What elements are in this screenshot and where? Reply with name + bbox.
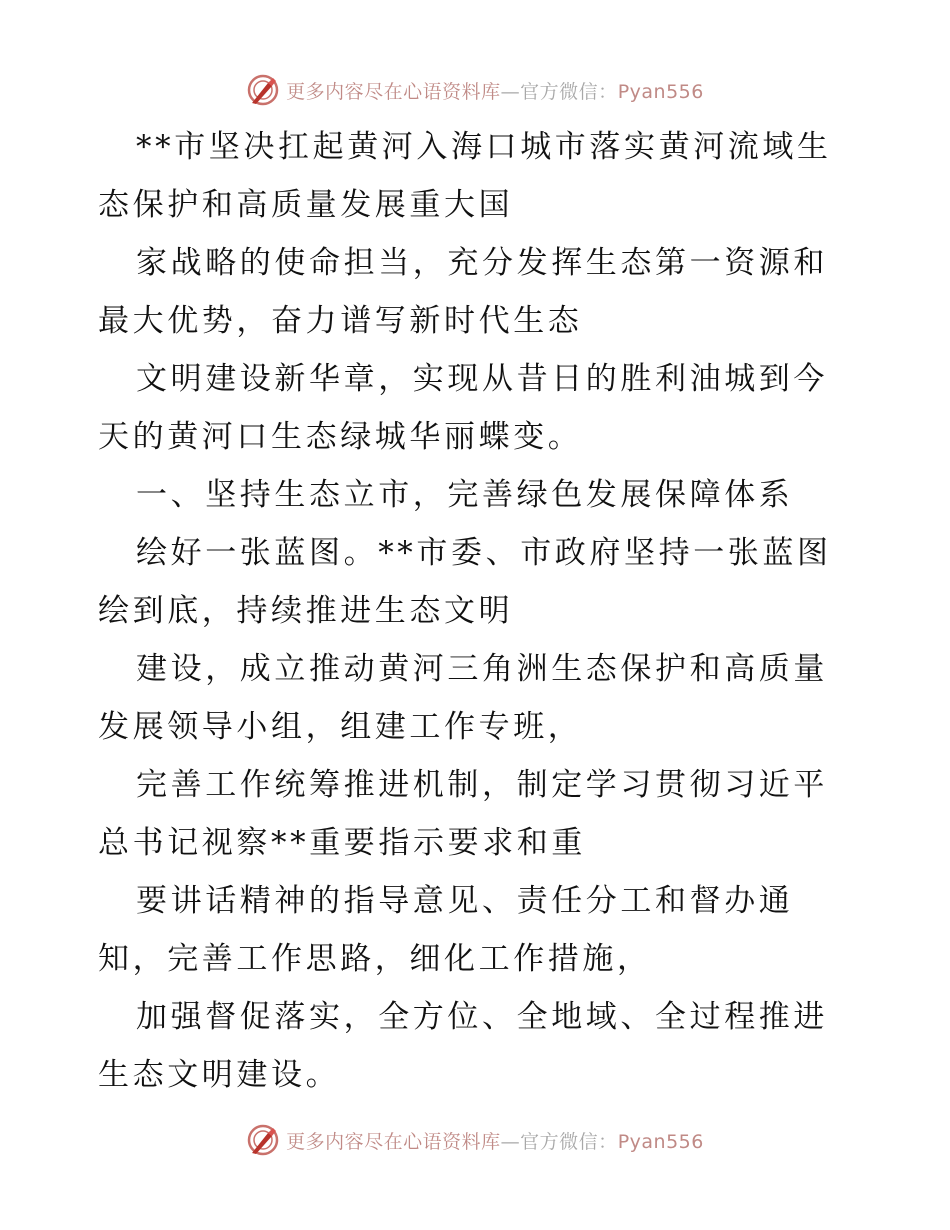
- watermark-text: [286, 1127, 704, 1154]
- paragraph: 建设，成立推动黄河三角洲生态保护和高质量发展领导小组，组建工作专班，: [98, 651, 828, 745]
- watermark-dash: —: [500, 80, 521, 103]
- watermark-brand: 更多内容尽在心语资料库: [286, 80, 501, 103]
- watermark-wechat-label: 官方微信：: [520, 80, 618, 103]
- document-body: [98, 118, 858, 1104]
- watermark-brand: 更多内容尽在心语资料库: [286, 1130, 501, 1153]
- paragraph: 文明建设新华章，实现从昔日的胜利油城到今天的黄河口生态绿城华丽蝶变。: [98, 361, 828, 455]
- paragraph: 绘好一张蓝图。**市委、市政府坚持一张蓝图绘到底，持续推进生态文明: [98, 535, 832, 629]
- watermark-wechat-id: Pyan556: [617, 1130, 704, 1153]
- watermark-wechat-id: Pyan556: [617, 80, 704, 103]
- section-heading: 一、坚持生态立市，完善绿色发展保障体系: [136, 477, 794, 513]
- watermark-text: [286, 77, 704, 104]
- pen-logo-icon: [246, 73, 280, 107]
- paragraph: 完善工作统筹推进机制，制定学习贯彻习近平总书记视察**重要指示要求和重: [98, 767, 828, 861]
- paragraph: **市坚决扛起黄河入海口城市落实黄河流域生态保护和高质量发展重大国: [98, 129, 832, 223]
- watermark-wechat-label: 官方微信：: [520, 1130, 618, 1153]
- watermark-dash: —: [500, 1130, 521, 1153]
- paragraph: 家战略的使命担当，充分发挥生态第一资源和最大优势，奋力谱写新时代生态: [98, 245, 828, 339]
- header-watermark: [0, 70, 950, 110]
- paragraph: 要讲话精神的指导意见、责任分工和督办通知，完善工作思路，细化工作措施，: [98, 883, 794, 977]
- footer-watermark: [0, 1120, 950, 1160]
- pen-logo-icon: [246, 1123, 280, 1157]
- paragraph: 加强督促落实，全方位、全地域、全过程推进生态文明建设。: [98, 999, 828, 1093]
